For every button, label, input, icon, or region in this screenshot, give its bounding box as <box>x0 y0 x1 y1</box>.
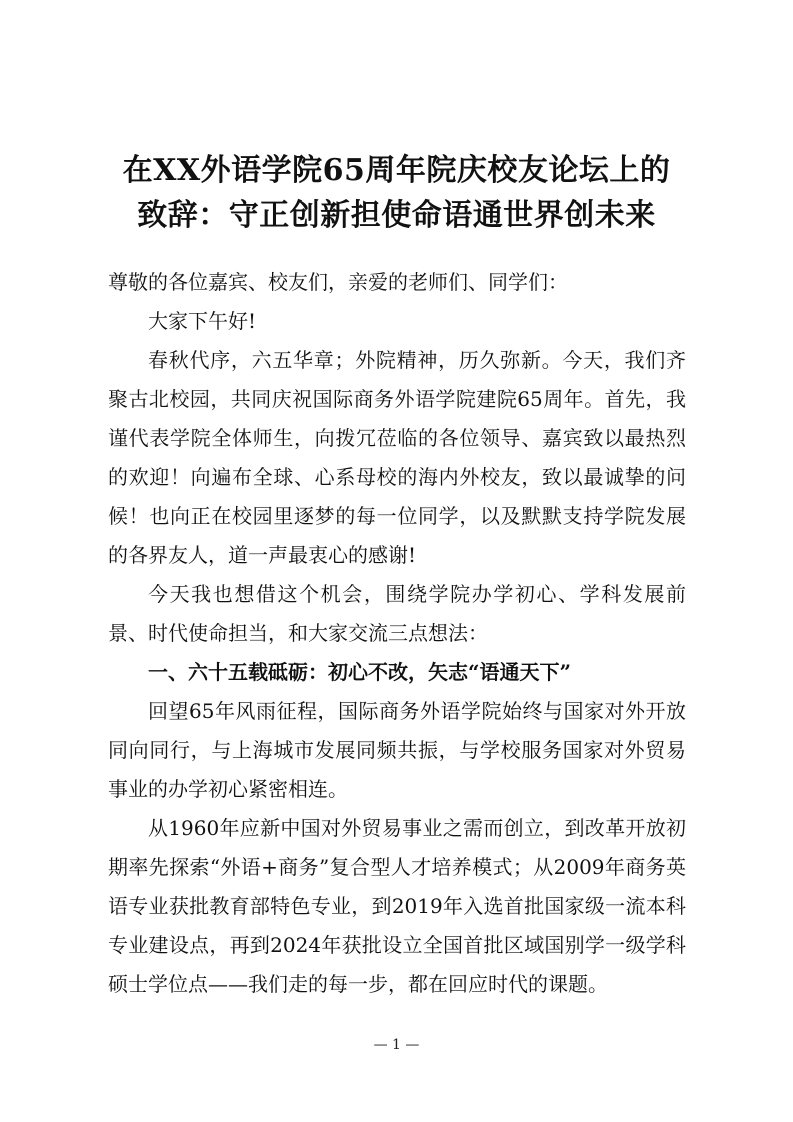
document-title-line-2: 致辞：守正创新担使命语通世界创未来 <box>137 198 656 233</box>
paragraph-intro: 今天我也想借这个机会，围绕学院办学初心、学科发展前景、时代使命担当，和大家交流三点想法： <box>108 582 686 645</box>
document-title-line-1: 在XX外语学院65周年院庆校友论坛上的 <box>122 153 671 188</box>
paragraph-opening: 春秋代序，六五华章；外院精神，历久弥新。今天，我们齐聚古北校园，共同庆祝国际商务外语学院建院65周年。首先，我谨代表学院全体师生，向拨冗莅临的各位领导、嘉宾致以最热烈的欢迎！向遍布全球、心系母校的海内外校友，致以最诚挚的问候！也向正在校园里逐梦的每一位同学，以及默默支持学院发展的各界友人，道一声最衷心的感谢! <box>108 348 686 567</box>
salutation: 尊敬的各位嘉宾、校友们，亲爱的老师们、同学们： <box>108 270 568 294</box>
paragraph-section-2: 从1960年应新中国对外贸易事业之需而创立，到改革开放初期率先探索“外语+商务”复合型人才培养模式；从2009年商务英语专业获批教育部特色专业，到2019年入选首批国家级一流本科专业建设点，再到2024年获批设立全国首批区域国别学一级学科硕士学位点——我们走的每一步，都在回应时代的课题。 <box>108 816 686 996</box>
document-body <box>108 263 686 1004</box>
section-heading: 一、六十五载砥砺：初心不改，矢志“语通天下” <box>148 660 572 684</box>
page-number: — 1 — <box>373 1037 420 1053</box>
greeting: 大家下午好! <box>148 309 257 333</box>
paragraph-section-1: 回望65年风雨征程，国际商务外语学院始终与国家对外开放同向同行，与上海城市发展同频共振，与学校服务国家对外贸易事业的办学初心紧密相连。 <box>108 699 686 801</box>
